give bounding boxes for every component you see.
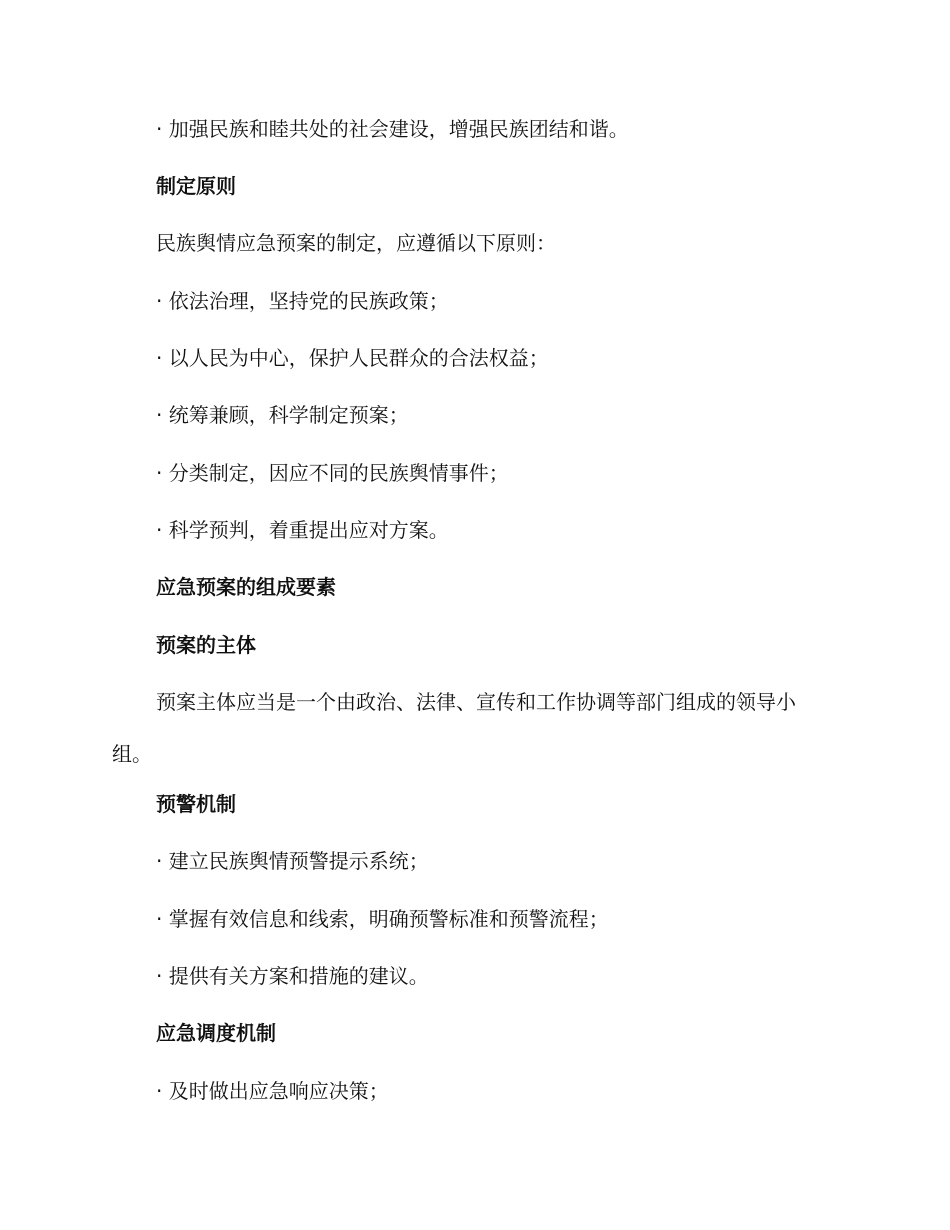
bullet-item: · 加强民族和睦共处的社会建设，增强民族团结和谐。 (156, 117, 629, 141)
bullet-item: · 及时做出应急响应决策； (156, 1079, 389, 1103)
bullet-item: · 分类制定，因应不同的民族舆情事件； (156, 461, 509, 485)
bullet-item: · 以人民为中心，保护人民群众的合法权益； (156, 346, 549, 370)
bullet-item: · 统筹兼顾，科学制定预案； (156, 403, 409, 427)
section-heading: 应急预案的组成要素 (156, 575, 336, 599)
section-heading: 制定原则 (156, 174, 236, 198)
bullet-item: · 提供有关方案和措施的建议。 (156, 964, 429, 988)
paragraph: 预案主体应当是一个由政治、法律、宣传和工作协调等部门组成的领导小组。 (112, 690, 796, 766)
bullet-item: · 科学预判，着重提出应对方案。 (156, 518, 449, 542)
subsection-heading: 预警机制 (156, 792, 236, 816)
bullet-item: · 依法治理，坚持党的民族政策； (156, 289, 449, 313)
bullet-item: · 建立民族舆情预警提示系统； (156, 849, 429, 873)
subsection-heading: 应急调度机制 (156, 1021, 276, 1045)
bullet-item: · 掌握有效信息和线索，明确预警标准和预警流程； (156, 907, 609, 931)
subsection-heading: 预案的主体 (156, 633, 256, 657)
paragraph: 民族舆情应急预案的制定，应遵循以下原则： (156, 231, 556, 255)
